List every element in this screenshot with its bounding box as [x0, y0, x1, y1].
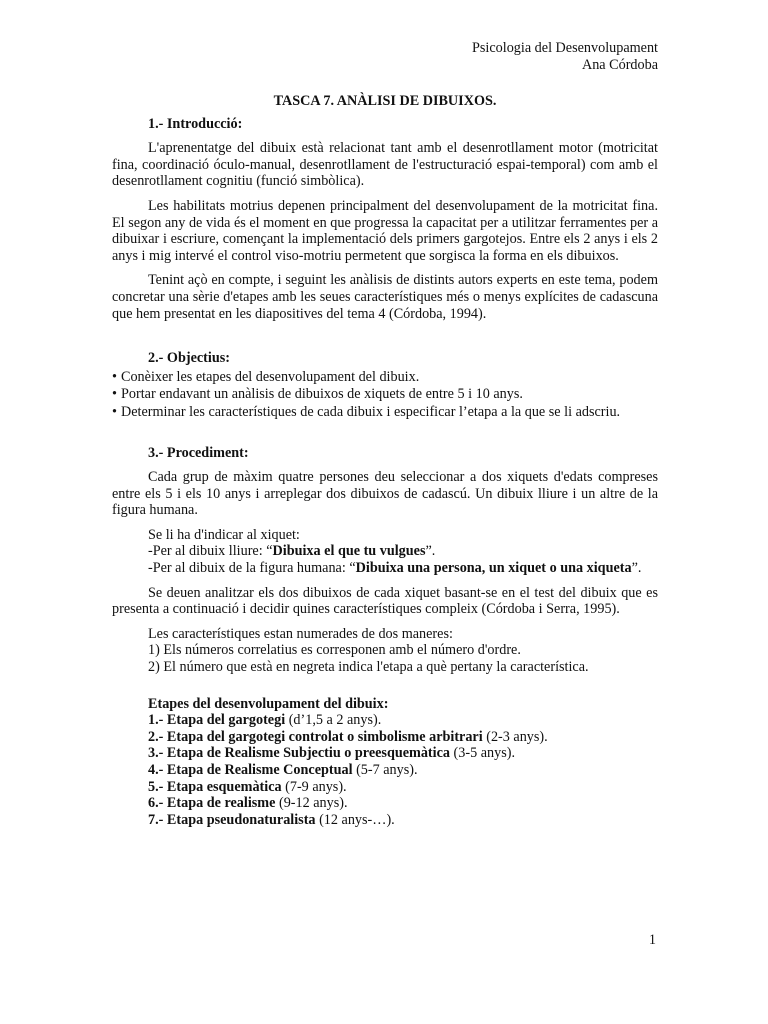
procedure-paragraph-1: Cada grup de màxim quatre persones deu seleccionar a dos xiquets d'edats compreses entre els 5 i els 10 anys i arreplegar dos dibuixos de cadascú. Un dibuix lliure i un altre de la figura humana.: [112, 469, 658, 519]
stages-list: [112, 696, 658, 829]
list-item: 1.- Etapa del gargotegi (d’1,5 a 2 anys).: [148, 712, 382, 729]
numbering-rule-2: 2) El número que està en negreta indica l'etapa a què pertany la característica.: [148, 659, 589, 676]
numbering-block: [112, 626, 658, 676]
objectives-list: [112, 369, 658, 421]
procedure-paragraph-2: Se deuen analitzar els dos dibuixos de cada xiquet basant-se en el test del dibuix que es presenta a continuació i decidir quines característiques compleix (Córdoba i Serra, 1995).: [112, 584, 658, 618]
objective-text: Conèixer les etapes del desenvolupament del dibuix.: [121, 368, 420, 385]
list-item: 4.- Etapa de Realisme Conceptual (5-7 anys).: [148, 762, 418, 778]
instruction-free-drawing: -Per al dibuix lliure: “Dibuixa el que tu vulgues”.: [148, 543, 436, 560]
procedure-heading: 3.- Procediment:: [148, 444, 249, 461]
bullet-icon: •: [112, 386, 117, 403]
intro-heading: 1.- Introducció:: [148, 115, 243, 132]
numbering-intro: Les característiques estan numerades de dos maneres:: [148, 625, 453, 642]
bullet-icon: •: [112, 368, 117, 385]
instruction-human-quote: Dibuixa una persona, un xiquet o una xiqueta: [355, 560, 632, 577]
instructions-block: [112, 527, 658, 560]
document-title: TASCA 7. ANÀLISI DE DIBUIXOS.: [273, 93, 497, 109]
objectives-heading: 2.- Objectius:: [148, 350, 230, 367]
document-page: [112, 40, 658, 828]
stages-heading: Etapes del desenvolupament del dibuix:: [148, 695, 389, 712]
intro-paragraph-3: Tenint açò en compte, i seguint les anàlisis de distints autors experts en este tema, podem concretar una sèrie d'etapes amb les seues característiques més o menys explícites de cadascuna que hem presentat en les diapositives del tema 4 (Córdoba, 1994).: [112, 272, 658, 322]
instructions-intro: Se li ha d'indicar al xiquet:: [148, 526, 300, 543]
list-item: 3.- Etapa de Realisme Subjectiu o preesquemàtica (3-5 anys).: [148, 745, 516, 762]
course-name: Psicologia del Desenvolupament: [472, 40, 658, 56]
list-item: [112, 386, 658, 403]
author-name: Ana Córdoba: [581, 57, 658, 73]
list-item: [112, 369, 658, 386]
objective-text: Portar endavant un anàlisis de dibuixos de xiquets de entre 5 i 10 anys.: [121, 386, 523, 403]
list-item: 6.- Etapa de realisme (9-12 anys).: [148, 795, 348, 812]
intro-paragraph-1: L'aprenentatge del dibuix està relacionat tant amb el desenrotllament motor (motricitat fina, coordinació óculo-manual, desenrotllament de l'estructuració espai-temporal) com amb el desenrotllament cognitiu (funció simbòlica).: [112, 140, 658, 190]
list-item: 2.- Etapa del gargotegi controlat o simbolisme arbitrari (2-3 anys).: [148, 728, 548, 745]
intro-paragraph-2: Les habilitats motrius depenen principalment del desenvolupament de la motricitat fina. El segon any de vida és el moment en que progressa la capacitat per a utilitzar ferramentes per a dibuixar i escriure, començant la implementació dels primers gargotejos. Entre els 2 anys i els 2 anys i mig intervé el control viso-motriu permetent que sorgisca la forma en els dibuixos.: [112, 197, 658, 264]
page-header: [112, 40, 658, 74]
objective-text: Determinar les característiques de cada dibuix i especificar l’etapa a la que se li adscriu.: [121, 403, 621, 420]
bullet-icon: •: [112, 403, 117, 420]
page-number: 1: [648, 932, 656, 948]
instruction-human-figure: -Per al dibuix de la figura humana: “Dibuixa una persona, un xiquet o una xiqueta”.: [148, 560, 642, 577]
instruction-free-quote: Dibuixa el que tu vulgues: [272, 543, 426, 560]
list-item: 7.- Etapa pseudonaturalista (12 anys-…).: [148, 811, 395, 828]
numbering-rule-1: 1) Els números correlatius es corresponen amb el número d'ordre.: [148, 642, 521, 659]
list-item: 5.- Etapa esquemàtica (7-9 anys).: [148, 778, 347, 795]
list-item: [112, 404, 658, 421]
